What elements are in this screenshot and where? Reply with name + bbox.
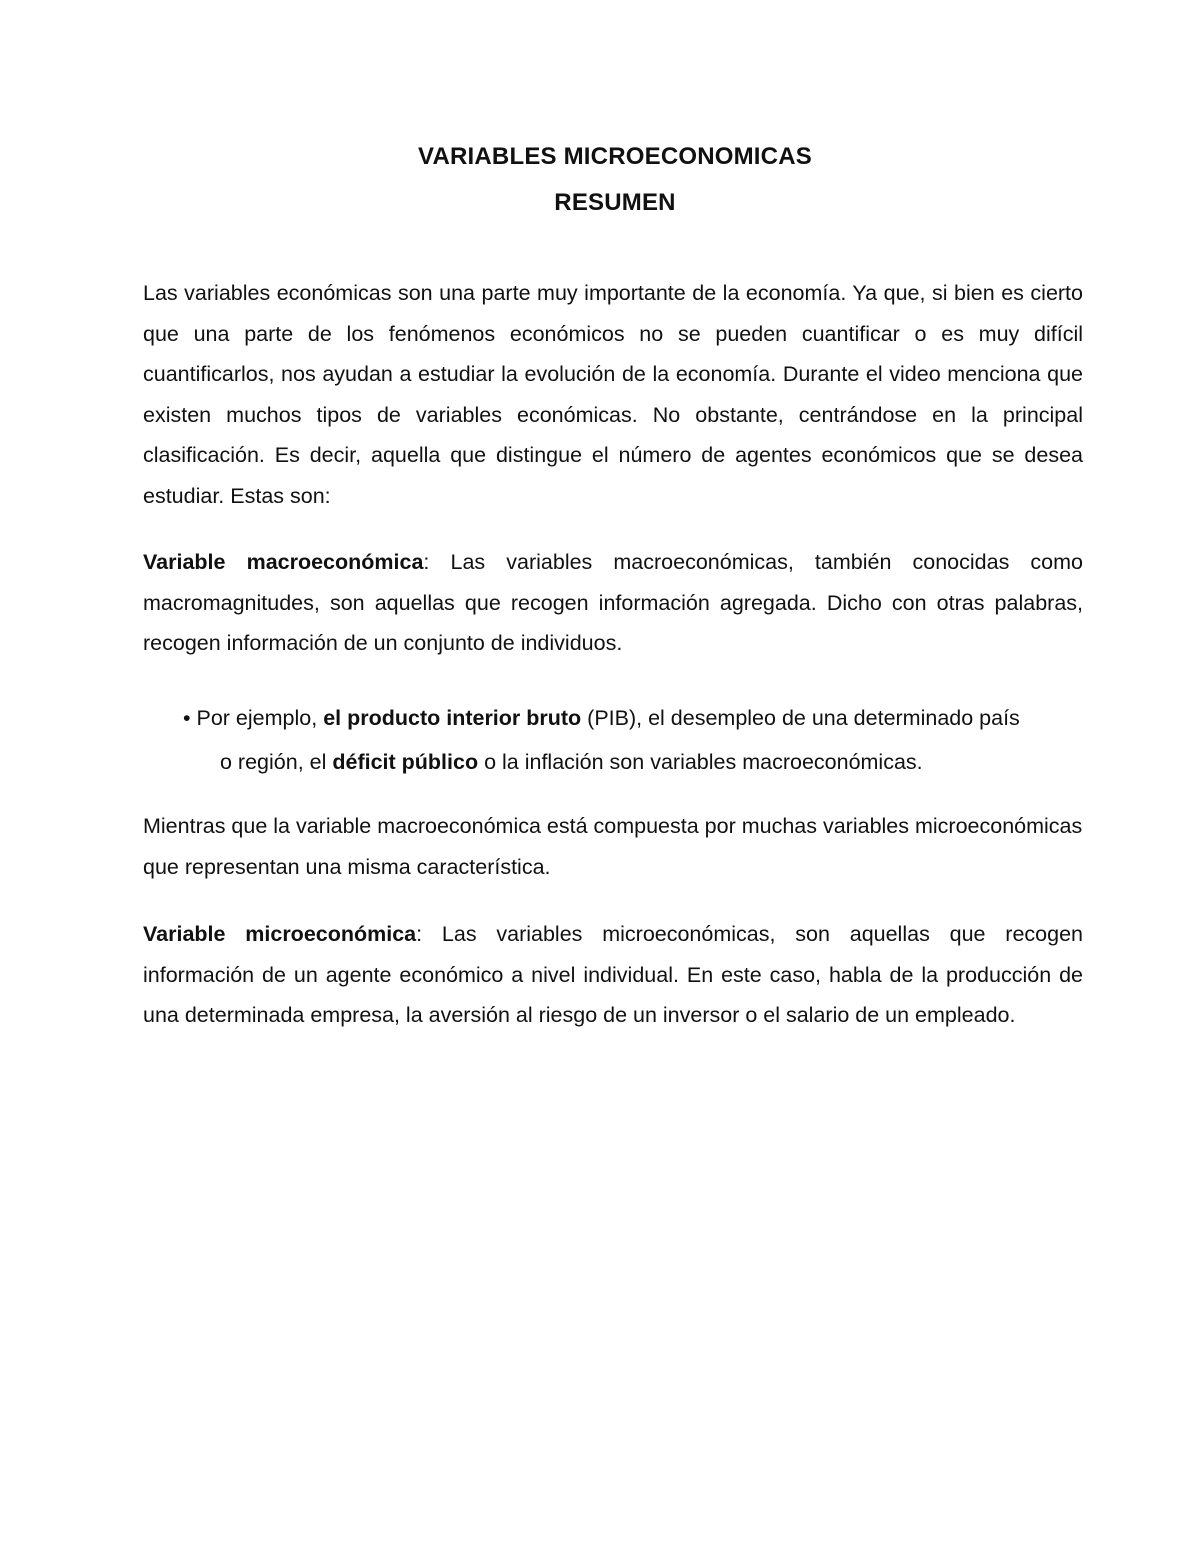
example-line-1 — [183, 696, 1088, 740]
macro-term: Variable macroeconómica — [143, 550, 424, 574]
example-text-4: o la inflación son variables macroeconómicas. — [478, 750, 923, 774]
connector-paragraph — [143, 806, 1200, 887]
micro-paragraph — [143, 914, 1083, 1036]
macro-definition: : Las variables macroeconómicas, también conocidas como macromagnitudes, son aquellas que recogen información agregada. Dicho con otras palabras, recogen información de un conjunto de individuos. — [143, 550, 1083, 655]
connector-line-2: que representan una misma característica. — [143, 854, 551, 879]
example-text-3: o región, el — [220, 750, 333, 774]
macro-paragraph — [143, 542, 1083, 664]
example-bold-pib: el producto interior bruto — [323, 706, 582, 730]
example-text-2: (PIB), el desempleo de una determinado país — [581, 706, 1020, 730]
micro-definition: : Las variables microeconómicas, son aquellas que recogen información de un agente económico a nivel individual. En este caso, habla de la producción de una determinada empresa, la aversión al riesgo de un inversor o el salario de un empleado. — [143, 922, 1083, 1027]
example-line-2 — [183, 740, 1088, 784]
document-subtitle: RESUMEN — [554, 189, 676, 216]
document-title: VARIABLES MICROECONOMICAS — [418, 143, 812, 170]
intro-paragraph: Las variables económicas son una parte muy importante de la economía. Ya que, si bien es cierto que una parte de los fenómenos económicos no se pueden cuantificar o es muy difícil cuantificarlos, nos ayudan a estudiar la evolución de la economía. Durante el video menciona que existen muchos tipos de variables económicas. No obstante, centrándose en la principal clasificación. Es decir, aquella que distingue el número de agentes económicos que se desea estudiar. Estas son: — [143, 281, 1083, 508]
example-bullet-item — [183, 696, 1088, 784]
bullet-marker: • — [183, 706, 191, 730]
connector-line-1: Mientras que la variable macroeconómica está compuesta por muchas variables microeconómicas — [143, 814, 1083, 838]
micro-term: Variable microeconómica — [143, 922, 417, 946]
example-bold-deficit: déficit público — [332, 750, 479, 774]
example-text-1: Por ejemplo, — [190, 706, 324, 730]
